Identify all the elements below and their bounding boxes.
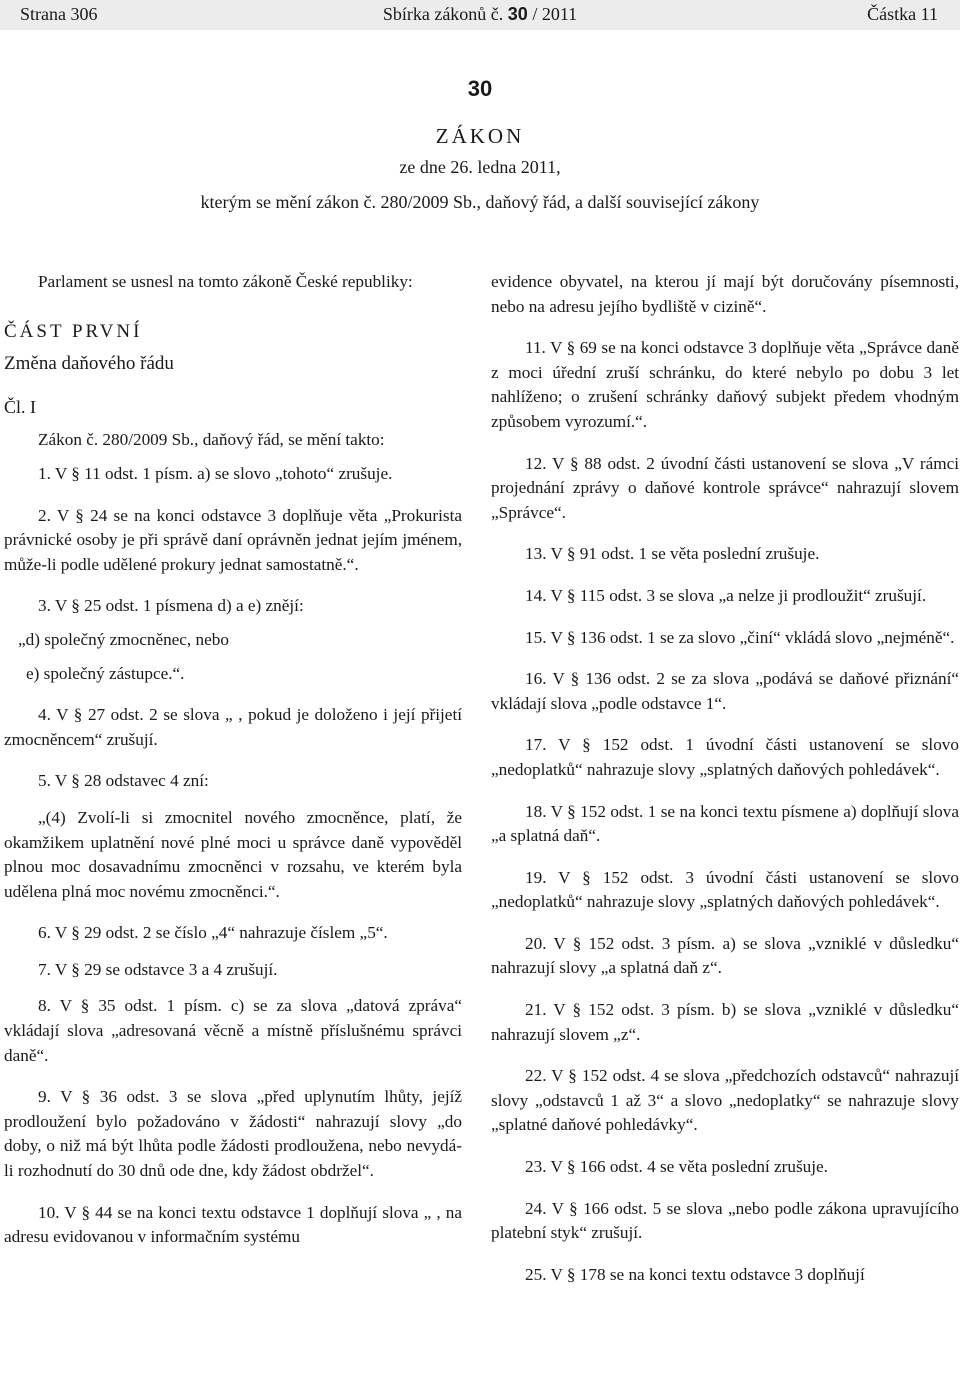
collection-prefix: Sbírka zákonů č. — [382, 4, 504, 24]
amendment-point-4: 4. V § 27 odst. 2 se slova „ , pokud je doloženo i její přijetí zmocněncem“ zrušují. — [4, 705, 462, 749]
amendment-point-16: 16. V § 136 odst. 2 se za slova „podává se daňové přiznání“ vkládají slova „podle odstavce 1“. — [491, 669, 959, 713]
amendment-point-9: 9. V § 36 odst. 3 se slova „před uplynutím lhůty, jejíž prodloužení bylo požadováno v žádosti“ nahrazují slovy „do doby, o niž má být lhůta podle žádosti prodloužena, nebo nevydá-li rozhodnutí do 30 dnů ode dne, kdy žádost obdržel“. — [4, 1087, 462, 1181]
left-column — [4, 270, 462, 1250]
amendment-point-13: 13. V § 91 odst. 1 se věta poslední zrušuje. — [525, 544, 820, 564]
page-header — [0, 0, 960, 30]
amendment-point-22: 22. V § 152 odst. 4 se slova „předchozích odstavců“ nahrazují slovy „odstavců 1 až 3“ a slovo „nedoplatky“ se nahrazuje slovy „splatné daňové pohledávky“. — [491, 1066, 959, 1135]
law-date: ze dne 26. ledna 2011, — [399, 157, 561, 177]
amendment-point-2: 2. V § 24 se na konci odstavce 3 doplňuje věta „Prokurista právnické osoby je při správě daní oprávněn jednat jejím jménem, může-li podle udělené prokury jednat samostatně.“. — [4, 505, 462, 574]
amendment-point-15: 15. V § 136 odst. 1 se za slovo „činí“ vkládá slovo „nejméně“. — [525, 627, 955, 647]
continued-text: evidence obyvatel, na kterou jí mají být doručovány písemnosti, nebo na adresu jejího bydliště v cizině“. — [491, 272, 959, 316]
amendment-lead: Zákon č. 280/2009 Sb., daňový řád, se mění takto: — [38, 430, 385, 450]
amendment-point-25: 25. V § 178 se na konci textu odstavce 3 doplňují — [525, 1264, 865, 1284]
page-number: Strana 306 — [20, 4, 98, 24]
amendment-point-18: 18. V § 152 odst. 1 se na konci textu písmene a) doplňují slova „a splatná daň“. — [491, 801, 959, 846]
issue-part: Částka 11 — [867, 4, 938, 24]
amendment-point-17: 17. V § 152 odst. 1 úvodní části ustanovení se slovo „nedoplatků“ nahrazuje slovy „splatných daňových pohledávek“. — [491, 735, 959, 779]
amendment-point-21: 21. V § 152 odst. 3 písm. b) se slova „vzniklé v důsledku“ nahrazují slovem „z“. — [491, 1000, 959, 1044]
amendment-point-3-letter-e: e) společný zástupce.“. — [26, 663, 185, 683]
right-column — [491, 270, 959, 1287]
amendment-point-23: 23. V § 166 odst. 4 se věta poslední zrušuje. — [525, 1157, 828, 1177]
intro-paragraph: Parlament se usnesl na tomto zákoně České republiky: — [38, 272, 413, 291]
law-type: ZÁKON — [435, 124, 525, 148]
amendment-point-19: 19. V § 152 odst. 3 úvodní části ustanovení se slovo „nedoplatků“ nahrazuje slovy „splatných daňových pohledávek“. — [491, 867, 959, 912]
amendment-point-24: 24. V § 166 odst. 5 se slova „nebo podle zákona upravujícího platební styk“ zrušují. — [491, 1198, 959, 1243]
amendment-point-3: 3. V § 25 odst. 1 písmena d) a e) znějí: — [38, 596, 304, 616]
amendment-point-1: 1. V § 11 odst. 1 písm. a) se slovo „tohoto“ zrušuje. — [38, 463, 393, 483]
amendment-point-8: 8. V § 35 odst. 1 písm. c) se za slova „datová zpráva“ vkládají slova „adresovaná věcně a místně příslušnému správci daně“. — [4, 996, 462, 1065]
article-heading: Čl. I — [4, 396, 37, 417]
amendment-point-10: 10. V § 44 se na konci textu odstavce 1 doplňují slova „ , na adresu evidovanou v informačním systému — [4, 1202, 462, 1247]
amendment-point-3-letter-d: „d) společný zmocněnec, nebo — [18, 629, 229, 649]
collection-title — [0, 4, 960, 25]
part-title: ČÁST PRVNÍ — [4, 320, 143, 342]
law-number: 30 — [467, 76, 493, 101]
collection-year: / 2011 — [532, 4, 578, 24]
law-subject: kterým se mění zákon č. 280/2009 Sb., daňový řád, a další související zákony — [200, 192, 760, 212]
amendment-point-7: 7. V § 29 se odstavce 3 a 4 zrušují. — [38, 959, 278, 979]
amendment-point-14: 14. V § 115 odst. 3 se slova „a nelze ji prodloužit“ zrušují. — [525, 585, 927, 605]
amendment-point-5-text: „(4) Zvolí-li si zmocnitel nového zmocněnce, platí, že okamžikem uplatnění nové plné moci u správce daně vypověděl plnou moc dosavadnímu zmocněnci v rozsahu, ve kterém byla udělena plná moc novému zmocněnci.“. — [4, 807, 462, 901]
amendment-point-12: 12. V § 88 odst. 2 úvodní části ustanovení se slova „V rámci projednání zprávy o daňové kontrole správce“ nahrazují slovem „Správce“. — [491, 453, 959, 522]
collection-number: 30 — [507, 4, 528, 24]
amendment-point-11: 11. V § 69 se na konci odstavce 3 doplňuje věta „Správce daně z moci úřední zruší schránku, do které nebylo po dobu 3 let nahlíženo; o zrušení schránky daňový subjekt předem vhodným způsobem vyrozumí.“. — [491, 338, 959, 431]
amendment-point-20: 20. V § 152 odst. 3 písm. a) se slova „vzniklé v důsledku“ nahrazují slovy „a splatná daň z“. — [491, 933, 959, 978]
amendment-point-6: 6. V § 29 odst. 2 se číslo „4“ nahrazuje číslem „5“. — [38, 923, 388, 943]
part-subtitle: Změna daňového řádu — [4, 353, 174, 375]
amendment-point-5: 5. V § 28 odstavec 4 zní: — [38, 771, 209, 791]
